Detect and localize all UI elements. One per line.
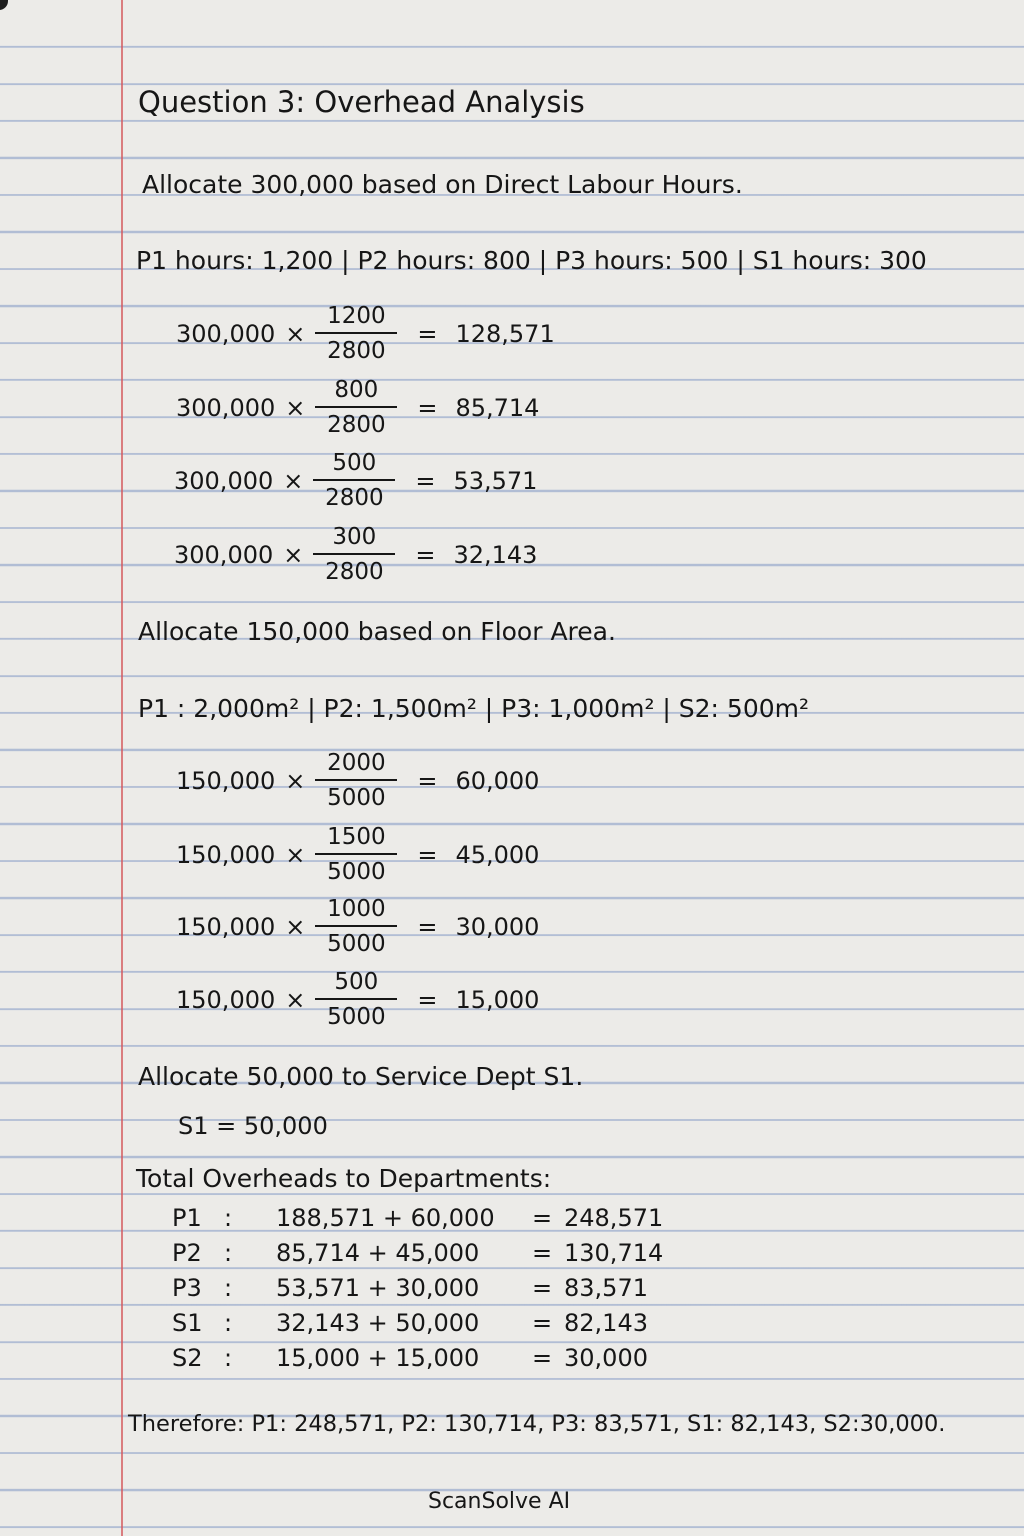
equals-sign: = [532,1204,553,1232]
fraction-denominator: 5000 [327,931,386,957]
calc-base: 300,000 [176,320,276,348]
fraction-numerator: 500 [332,450,377,476]
fraction-denominator: 2800 [325,559,384,585]
row-colon: : [224,1344,233,1372]
row-colon: : [224,1239,233,1267]
labour-hours-line: P1 hours: 1,200 | P2 hours: 800 | P3 hours: 500 | S1 hours: 300 [136,246,927,275]
fraction [313,452,395,510]
floor-area-line: P1 : 2,000m² | P2: 1,500m² | P3: 1,000m² | S2: 500m² [138,694,810,723]
equals-sign: = [417,394,438,422]
fraction-denominator: 5000 [327,1004,386,1030]
fraction-denominator: 2800 [325,485,384,511]
row-colon: : [224,1204,233,1232]
row-sum: 85,714 + 45,000 [276,1239,480,1267]
times-sign: × [283,541,304,569]
row-sum: 53,571 + 30,000 [276,1274,480,1302]
fraction-denominator: 5000 [327,785,386,811]
row-code: S1 [172,1309,203,1337]
conclusion: Therefore: P1: 248,571, P2: 130,714, P3: 83,571, S1: 82,143, S2:30,000. [128,1411,946,1437]
times-sign: × [285,841,306,869]
row-total: 83,571 [564,1274,648,1302]
equals-sign: = [532,1309,553,1337]
floor-calc-p1 [176,748,539,814]
calc-base: 150,000 [176,767,276,795]
equals-sign: = [417,841,438,869]
labour-calc-p3 [174,448,537,514]
fraction [315,305,397,363]
calc-result: 30,000 [455,913,540,941]
equals-sign: = [415,467,436,495]
fraction-numerator: 300 [332,524,377,550]
calc-base: 300,000 [174,467,274,495]
calc-result: 45,000 [455,841,540,869]
times-sign: × [285,320,306,348]
row-code: P2 [172,1239,202,1267]
fraction-numerator: 1000 [327,896,386,922]
row-sum: 15,000 + 15,000 [276,1344,480,1372]
floor-calc-p3 [176,894,539,960]
equals-sign: = [417,986,438,1014]
row-colon: : [224,1309,233,1337]
times-sign: × [285,394,306,422]
row-sum: 188,571 + 60,000 [276,1204,495,1232]
fraction-numerator: 1200 [327,303,386,329]
times-sign: × [285,986,306,1014]
fraction [315,971,397,1029]
equals-sign: = [415,541,436,569]
row-code: P1 [172,1204,202,1232]
totals-row [172,1206,663,1230]
fraction-numerator: 500 [334,969,379,995]
page-corner-mark [0,0,8,10]
calc-result: 53,571 [453,467,538,495]
calc-result: 60,000 [455,767,540,795]
totals-row [172,1241,663,1265]
calc-base: 300,000 [176,394,276,422]
row-code: P3 [172,1274,202,1302]
labour-calc-p1 [176,301,555,367]
row-total: 130,714 [564,1239,664,1267]
fraction [315,379,397,437]
floor-heading: Allocate 150,000 based on Floor Area. [138,617,616,646]
labour-heading: Allocate 300,000 based on Direct Labour Hours. [142,170,743,199]
times-sign: × [283,467,304,495]
calc-base: 300,000 [174,541,274,569]
calc-result: 128,571 [455,320,555,348]
fraction-denominator: 2800 [327,338,386,364]
calc-result: 15,000 [455,986,540,1014]
calc-result: 32,143 [453,541,538,569]
equals-sign: = [532,1239,553,1267]
totals-heading: Total Overheads to Departments: [136,1164,552,1193]
margin-line [121,0,123,1536]
row-total: 82,143 [564,1309,648,1337]
page-title: Question 3: Overhead Analysis [138,85,585,119]
row-sum: 32,143 + 50,000 [276,1309,480,1337]
calc-base: 150,000 [176,986,276,1014]
calc-base: 150,000 [176,913,276,941]
equals-sign: = [417,913,438,941]
fraction-denominator: 2800 [327,412,386,438]
totals-row [172,1276,648,1300]
equals-sign: = [532,1344,553,1372]
fraction [313,526,395,584]
fraction-numerator: 2000 [327,750,386,776]
fraction [315,752,397,810]
times-sign: × [285,767,306,795]
labour-calc-p2 [176,375,539,441]
service-heading: Allocate 50,000 to Service Dept S1. [138,1062,584,1091]
fraction [315,898,397,956]
fraction-numerator: 800 [334,377,379,403]
row-code: S2 [172,1344,203,1372]
totals-row [172,1346,648,1370]
equals-sign: = [417,320,438,348]
service-line: S1 = 50,000 [178,1112,328,1140]
fraction [315,826,397,884]
calc-result: 85,714 [455,394,540,422]
equals-sign: = [532,1274,553,1302]
floor-calc-s2 [176,967,539,1033]
fraction-numerator: 1500 [327,824,386,850]
row-colon: : [224,1274,233,1302]
fraction-denominator: 5000 [327,859,386,885]
equals-sign: = [417,767,438,795]
row-total: 30,000 [564,1344,648,1372]
labour-calc-s1 [174,522,537,588]
row-total: 248,571 [564,1204,664,1232]
totals-row [172,1311,648,1335]
calc-base: 150,000 [176,841,276,869]
times-sign: × [285,913,306,941]
footer-label: ScanSolve AI [428,1489,571,1514]
floor-calc-p2 [176,822,539,888]
